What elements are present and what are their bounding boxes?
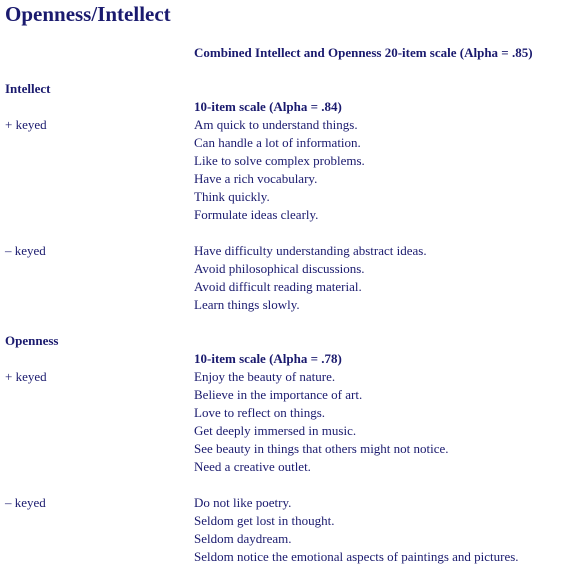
list-item: Need a creative outlet.: [194, 459, 311, 474]
list-item: Have a rich vocabulary.: [194, 171, 318, 186]
openness-minus-keyed-list: [194, 494, 519, 566]
combined-scale-heading: Combined Intellect and Openness 20-item scale (Alpha = .85): [194, 45, 533, 60]
intellect-plus-keyed-label: + keyed: [5, 117, 47, 132]
list-item: Avoid philosophical discussions.: [194, 261, 365, 276]
list-item: Seldom get lost in thought.: [194, 513, 335, 528]
list-item: Am quick to understand things.: [194, 117, 358, 132]
openness-heading: Openness: [5, 333, 59, 348]
intellect-plus-keyed-list: [194, 116, 365, 224]
list-item: Avoid difficult reading material.: [194, 279, 362, 294]
list-item: Get deeply immersed in music.: [194, 423, 357, 438]
list-item: Formulate ideas clearly.: [194, 207, 319, 222]
list-item: Do not like poetry.: [194, 495, 292, 510]
intellect-heading: Intellect: [5, 81, 51, 96]
intellect-minus-keyed-label: – keyed: [5, 243, 46, 258]
list-item: Like to solve complex problems.: [194, 153, 365, 168]
openness-minus-keyed-label: – keyed: [5, 495, 46, 510]
list-item: See beauty in things that others might not notice.: [194, 441, 449, 456]
openness-plus-keyed-label: + keyed: [5, 369, 47, 384]
intellect-subscale-title: 10-item scale (Alpha = .84): [194, 99, 342, 114]
list-item: Seldom daydream.: [194, 531, 292, 546]
list-item: Have difficulty understanding abstract ideas.: [194, 243, 427, 258]
list-item: Can handle a lot of information.: [194, 135, 361, 150]
list-item: Learn things slowly.: [194, 297, 300, 312]
list-item: Enjoy the beauty of nature.: [194, 369, 336, 384]
list-item: Seldom notice the emotional aspects of paintings and pictures.: [194, 549, 519, 564]
list-item: Love to reflect on things.: [194, 405, 326, 420]
page-title: Openness/Intellect: [5, 2, 171, 26]
openness-subscale-title: 10-item scale (Alpha = .78): [194, 351, 342, 366]
list-item: Think quickly.: [194, 189, 270, 204]
list-item: Believe in the importance of art.: [194, 387, 363, 402]
intellect-minus-keyed-list: [194, 242, 427, 314]
openness-plus-keyed-list: [194, 368, 449, 476]
